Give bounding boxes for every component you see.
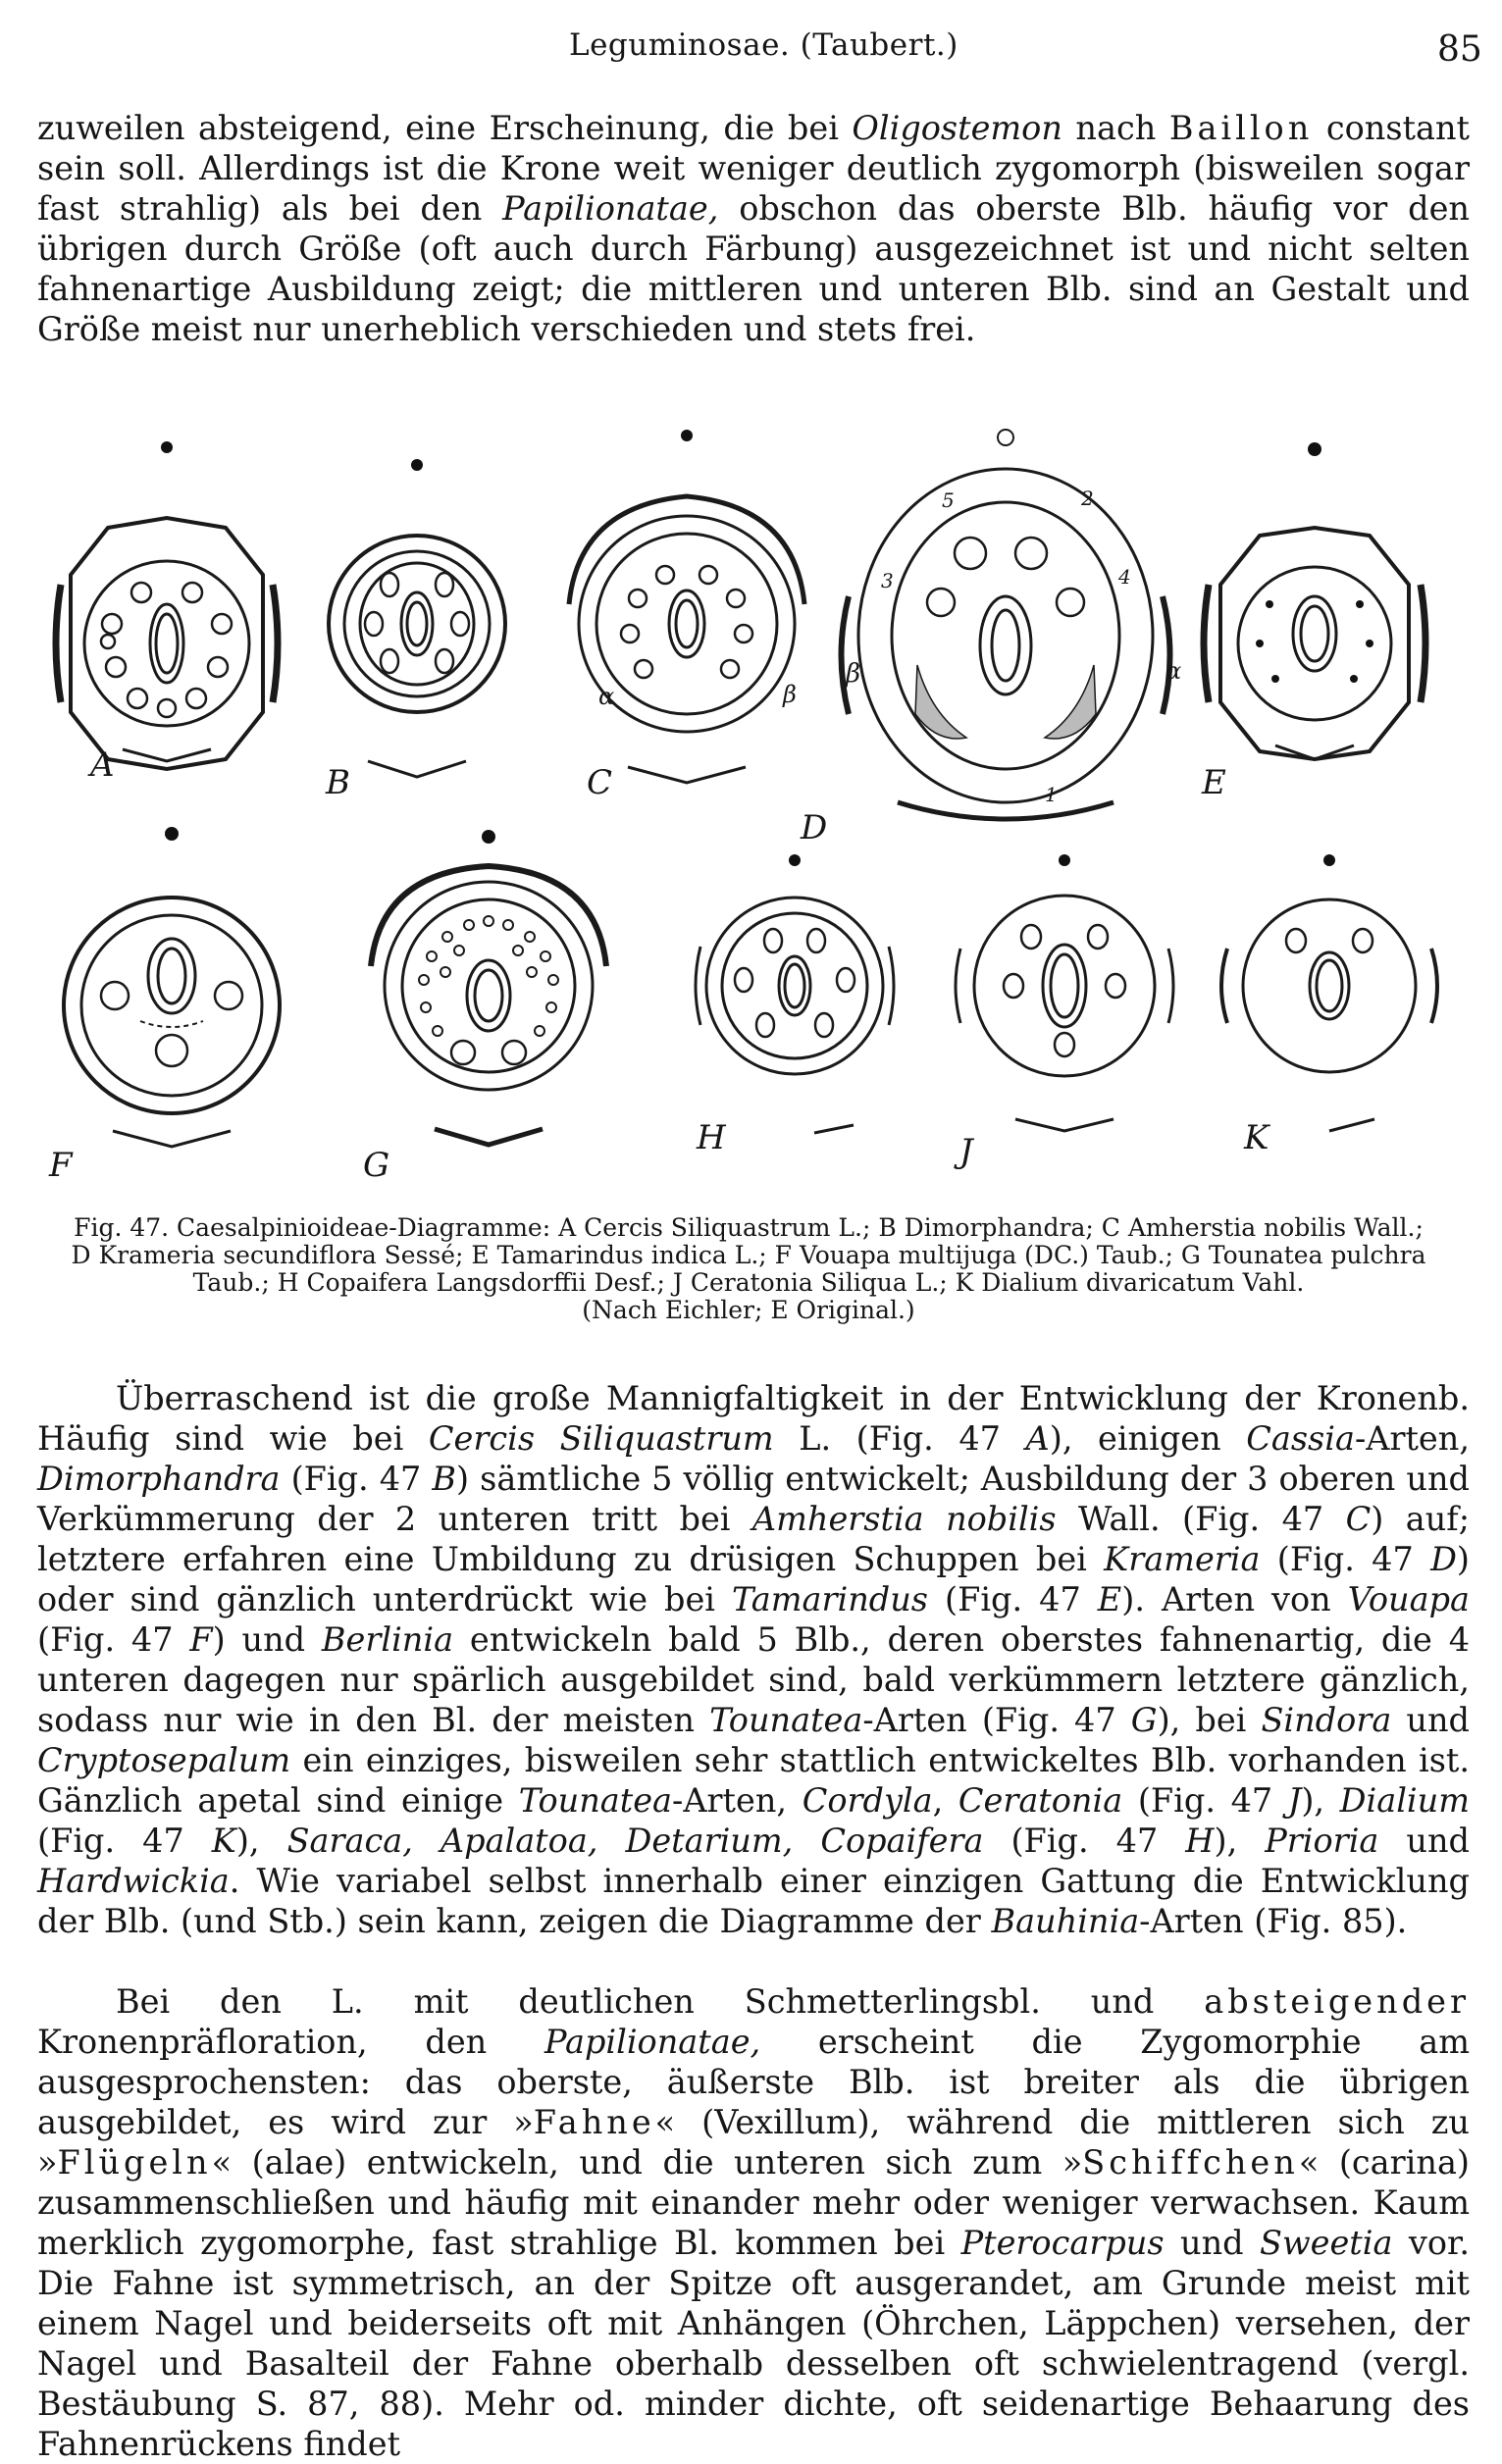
label-1-d: 1 <box>1045 783 1058 806</box>
taxon-name: Cercis Siliquastrum <box>428 1419 774 1458</box>
label-beta-c: β <box>783 681 797 708</box>
floral-diagrams-drawing <box>20 420 1481 1195</box>
label-4-d: 4 <box>1118 565 1131 589</box>
taxon-name: Prioria <box>1265 1822 1379 1860</box>
label-alpha-d: α <box>1165 657 1182 685</box>
label-2-d: 2 <box>1081 487 1094 510</box>
text-run: -Arten, <box>672 1781 803 1820</box>
diagram-label-g: G <box>363 1146 390 1185</box>
diagram-label-b: B <box>326 763 350 802</box>
fig-ref: A <box>1025 1419 1050 1458</box>
text-run: , <box>932 1781 958 1820</box>
fig-ref: H <box>1185 1822 1215 1860</box>
diagram-d <box>842 430 1170 819</box>
diagram-f <box>64 827 280 1147</box>
text-run: ) oder sind gänzlich unterdrückt wie bei <box>37 1540 1470 1618</box>
text-run: Bei den L. mit deutlichen Schmetterlingsbl. und <box>116 1982 1205 2021</box>
diagram-label-j: J <box>959 1132 973 1171</box>
caption-line: (Nach Eichler; E Original.) <box>582 1296 915 1324</box>
taxon-name: Hardwickia <box>37 1862 230 1900</box>
taxon-name: Tamarindus <box>732 1580 929 1618</box>
taxon-name: Cryptosepalum <box>37 1741 291 1779</box>
diagram-k <box>1221 854 1437 1131</box>
fig-ref: E <box>1097 1580 1122 1618</box>
text-run: constant sein soll. Allerdings ist die Krone weit weniger deutlich zygomorph (bisweilen sogar fast strahlig) als bei den <box>37 109 1470 228</box>
caption-line: D Krameria secundiflora Sessé; E Tamarindus indica L.; F Vouapa multijuga (DC.) Taub.; G Tounatea pulchra <box>71 1241 1426 1269</box>
text-run: entwickeln bald 5 Blb., deren oberstes fahnenartig, die 4 unteren dagegen nur spärlich ausgebildet sind, bald verkümmern letztere gänzlich, sodass nur wie in den Bl. der meisten <box>37 1620 1471 1739</box>
running-title: Leguminosae. (Taubert.) <box>569 27 958 63</box>
caption-line: Taub.; H Copaifera Langsdorffii Desf.; J Ceratonia Siliqua L.; K Dialium divaricatum Vahl. <box>192 1268 1305 1297</box>
text-run: erscheint die Zygomorphie am ausgesprochensten: das oberste, äußerste Blb. ist breiter als die übrigen ausgebildet, es wird zur » <box>37 2023 1471 2141</box>
taxon-name: Cassia <box>1246 1419 1355 1458</box>
diagram-j <box>956 854 1173 1131</box>
taxon-name: Dialium <box>1339 1781 1470 1820</box>
text-run: ), <box>1301 1781 1340 1820</box>
fig-ref: C <box>1345 1500 1372 1538</box>
diagram-label-f: F <box>49 1146 73 1185</box>
text-run: (Fig. 47 <box>1260 1540 1431 1578</box>
fig-ref: J <box>1287 1781 1302 1820</box>
diagram-b <box>329 459 505 777</box>
text-run: Überraschend ist die große Mannigfaltigkeit in der Entwicklung der Kronenb. Häufig sind wie bei <box>37 1379 1470 1458</box>
text-run: vor. Die Fahne ist symmetrisch, an der Spitze oft ausgerandet, am Grunde meist mit einem Nagel und beiderseits oft mit Anhängen (Öhrchen, Läppchen) versehen, der Nagel und Basalteil der Fahne oberhalb desselben oft schwielentragend (vergl. Bestäubung S. 87, 88). Mehr od. minder dichte, oft seidenartige Behaarung des Fahnenrückens findet <box>37 2224 1470 2463</box>
label-alpha-c: α <box>598 683 615 710</box>
taxon-name: Tounatea <box>709 1701 863 1739</box>
genus-name: Oligostemon <box>852 109 1062 147</box>
label-3-d: 3 <box>881 569 894 592</box>
paragraph-2 <box>37 1378 1470 1941</box>
taxon-name: Krameria <box>1104 1540 1261 1578</box>
text-run: (Fig. 47 <box>37 1822 212 1860</box>
paragraph-1 <box>37 108 1470 349</box>
running-head <box>0 22 1502 80</box>
text-run: Wall. (Fig. 47 <box>1056 1500 1346 1538</box>
figure-caption <box>27 1214 1470 1324</box>
label-beta-d: β <box>846 659 861 689</box>
text-run: ) und <box>212 1620 322 1659</box>
paragraph-3 <box>37 1981 1470 2464</box>
term-fahne: Fahne <box>533 2103 655 2141</box>
text-run: « (carina) zusammenschließen und häufig mit einander mehr oder weniger verwachsen. Kaum merklich zygomorphe, fast strahlige Bl. kommen bei <box>37 2143 1470 2262</box>
text-run: zuweilen absteigend, eine Erscheinung, die bei <box>37 109 853 147</box>
fig-ref: B <box>432 1460 457 1498</box>
diagram-c <box>569 430 804 783</box>
text-run: und <box>1164 2224 1261 2262</box>
taxon-name: Tounatea <box>518 1781 672 1820</box>
text-run: ) auf; letztere erfahren eine Umbildung zu drüsigen Schuppen bei <box>37 1500 1470 1578</box>
text-run: Kronenpräfloration, den <box>37 2023 544 2061</box>
taxon-name: Papilionatae, <box>544 2023 761 2061</box>
text-run: -Arten, <box>1354 1419 1470 1458</box>
author-name: Baillon <box>1168 109 1314 147</box>
term-schiffchen: Schiffchen <box>1082 2143 1299 2182</box>
page-number: 85 <box>1437 29 1482 70</box>
text-run: und <box>1391 1701 1471 1739</box>
text-run: ), einigen <box>1049 1419 1247 1458</box>
text-run: (Fig. 47 <box>37 1620 190 1659</box>
label-5-d: 5 <box>942 488 955 512</box>
figure-47-floral-diagrams <box>20 420 1481 1195</box>
taxon-name: Dimorphandra <box>37 1460 281 1498</box>
text-run: obschon das oberste Blb. häufig vor den übrigen durch Größe (oft auch durch Färbung) ausgezeichnet ist und nicht selten fahnenartige Ausbildung zeigt; die mittleren und unteren Blb. sind an Gestalt und Größe meist nur unerheblich verschieden und stets frei. <box>37 189 1470 348</box>
diagram-label-k: K <box>1244 1118 1269 1157</box>
taxon-name: Ceratonia <box>958 1781 1123 1820</box>
diagram-e <box>1204 442 1425 759</box>
diagram-label-d: D <box>801 808 828 847</box>
caption-line: Fig. 47. Caesalpinioideae-Diagramme: A Cercis Siliquastrum L.; B Dimorphandra; C Amherstia nobilis Wall.; <box>74 1213 1424 1242</box>
fig-ref: K <box>211 1822 236 1860</box>
taxon-name: Sindora <box>1261 1701 1392 1739</box>
text-run: « (Vexillum), während die mittleren sich zu » <box>37 2103 1470 2182</box>
diagram-g <box>371 830 606 1145</box>
text-run: (Fig. 47 <box>983 1822 1186 1860</box>
text-run: « (alae) entwickeln, und die unteren sich zum » <box>211 2143 1083 2182</box>
text-run: (Fig. 47 <box>280 1460 433 1498</box>
text-run: ein einziges, bisweilen sehr stattlich entwickeltes Blb. vorhanden ist. Gänzlich apetal sind einige <box>37 1741 1470 1820</box>
fig-ref: G <box>1130 1701 1158 1739</box>
taxon-name: Amherstia nobilis <box>751 1500 1057 1538</box>
text-run: . Wie variabel selbst innerhalb einer einzigen Gattung die Entwicklung der Blb. (und Stb.) sein kann, zeigen die Diagramme der <box>37 1862 1470 1940</box>
taxon-name: Sweetia <box>1260 2224 1393 2262</box>
text-run: -Arten (Fig. 85). <box>1139 1902 1408 1940</box>
text-run: ), <box>1214 1822 1266 1860</box>
diagram-a <box>56 441 278 769</box>
diagram-h <box>696 854 894 1133</box>
taxon-name: Papilionatae, <box>502 189 719 228</box>
taxon-name: Vouapa <box>1347 1580 1470 1618</box>
text-run: nach <box>1062 109 1169 147</box>
fig-ref: F <box>189 1620 213 1659</box>
text-run: (Fig. 47 <box>1122 1781 1288 1820</box>
diagram-label-h: H <box>697 1118 726 1157</box>
fig-ref: D <box>1430 1540 1457 1578</box>
text-run: ), bei <box>1157 1701 1262 1739</box>
text-run: -Arten (Fig. 47 <box>862 1701 1131 1739</box>
diagram-label-a: A <box>90 745 115 785</box>
taxon-name: Bauhinia <box>991 1902 1140 1940</box>
taxon-name: Cordyla <box>802 1781 933 1820</box>
taxon-name: Saraca, Apalatoa, Detarium, Copaifera <box>286 1822 984 1860</box>
text-run: ). Arten von <box>1121 1580 1348 1618</box>
text-run: ), <box>235 1822 287 1860</box>
text-run: ) sämtliche 5 völlig entwickelt; Ausbildung der 3 oberen und Verkümmerung der 2 unteren tritt bei <box>37 1460 1471 1538</box>
diagram-label-e: E <box>1202 763 1226 802</box>
text-run: (Fig. 47 <box>928 1580 1098 1618</box>
taxon-name: Pterocarpus <box>960 2224 1165 2262</box>
text-run: L. (Fig. 47 <box>773 1419 1026 1458</box>
term-fluegeln: Flügeln <box>57 2143 212 2182</box>
text-run: und <box>1378 1822 1471 1860</box>
emphasis-spaced: absteigender <box>1204 1982 1470 2021</box>
diagram-label-c: C <box>587 763 613 802</box>
taxon-name: Berlinia <box>321 1620 454 1659</box>
